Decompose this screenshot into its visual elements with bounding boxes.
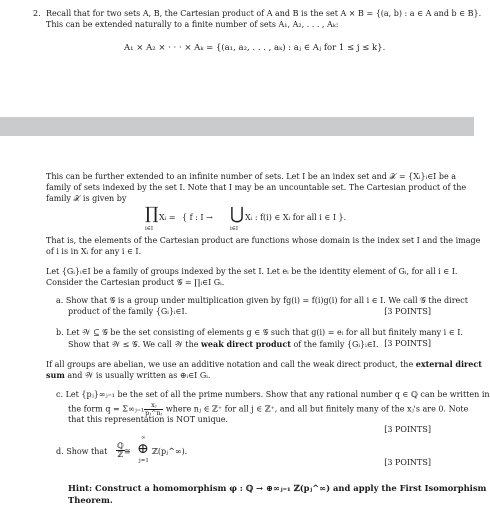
para2-line-2: of i is in Xᵢ for any i ∈ I. (46, 247, 142, 256)
external-direct-term: external direct (415, 359, 482, 369)
page-separator (0, 117, 474, 136)
part-b-pre: Show that 𝒲 ≤ 𝒢. We call 𝒲 the (68, 340, 202, 349)
part-a-points: [3 POINTS] (384, 307, 431, 316)
top-page (0, 0, 482, 108)
para2-line-1: That is, the elements of the Cartesian product are functions whose domain is the index set I and the image (46, 236, 481, 245)
part-d-iso: ≅ (124, 447, 131, 456)
fraction-denominator: pⱼ^nⱼ (145, 409, 163, 417)
part-b-line-2 (68, 339, 378, 350)
part-c-sum: the form q = Σ∞ⱼ₌₁ (68, 404, 145, 414)
para4-line-2 (46, 370, 210, 381)
product-set-builder: { f : I → (182, 213, 213, 222)
finite-product-equation: A₁ × A₂ × · · · × Aₖ = {(a₁, a₂, . . . , aₖ) : aⱼ ∈ Aⱼ for 1 ≤ j ≤ k}. (124, 43, 386, 53)
para1-line-3: family 𝒳 is given by (46, 194, 127, 203)
part-d-post: ℤ(pⱼ^∞). (152, 447, 188, 456)
hint-line-2: Theorem. (68, 495, 113, 505)
part-c-line-3: that this representation is NOT unique. (68, 415, 229, 424)
part-b-points: [3 POINTS] (384, 339, 431, 348)
para4-pre: If all groups are abelian, we use an additive notation and call the weak direct product, the (46, 360, 416, 369)
part-b-post: of the family {Gᵢ}ᵢ∈I. (290, 340, 379, 349)
fraction-numerator: xⱼ (144, 402, 163, 410)
para4-line-1 (46, 359, 482, 370)
fraction-denominator: ℤ (117, 450, 124, 459)
fraction-numerator: ℚ (117, 441, 124, 450)
union-symbol: ⋃ (230, 204, 244, 224)
para1-line-2: family of sets indexed by the set I. Note that I may be an uncountable set. The Cartesian product of the (46, 183, 467, 192)
part-d-oplus: ⊕ (137, 441, 149, 457)
part-c-points: [3 POINTS] (384, 425, 431, 434)
part-d-lower: j=1 (139, 458, 149, 464)
product-index: i∈I (145, 226, 154, 232)
part-d-points: [3 POINTS] (384, 458, 431, 467)
intro-line-2: This can be extended naturally to a finite number of sets A₁, A₂, . . . , Aₖ: (46, 20, 339, 29)
problem-number: 2. (33, 9, 41, 18)
para1-line-1: This can be further extended to an infinite number of sets. Let I be an index set and 𝒳 = {Xᵢ}ᵢ∈I be a (46, 172, 457, 181)
product-lhs: Xᵢ = (159, 213, 176, 222)
hint-line-1: Hint: Construct a homomorphism φ : ℚ → ⊕∞ⱼ₌₁ ℤ(pⱼ^∞) and apply the First Isomorphism (68, 483, 487, 493)
part-c-line-1: c. Let {pⱼ}∞ⱼ₌₁ be the set of all the prime numbers. Show that any rational number q ∈ ℚ can be written in (56, 390, 490, 399)
para4-post: and 𝒲 is usually written as ⊕ᵢ∈I Gᵢ. (64, 371, 211, 380)
product-condition: Xᵢ : f(i) ∈ Xᵢ for all i ∈ I }. (245, 213, 347, 222)
intro-line-1: Recall that for two sets A, B, the Cartesian product of A and B is the set A × B = {(a, b) : a ∈ A and b ∈ B}. (46, 9, 482, 18)
part-b-line-1: b. Let 𝒲 ⊆ 𝒢 be the set consisting of elements g ∈ 𝒢 such that g(i) = eᵢ for all but finitely many i ∈ I. (56, 328, 463, 337)
part-c-post: where nⱼ ∈ ℤ⁺ for all j ∈ ℤ⁺, and all but finitely many of the xⱼ's are 0. Note (163, 404, 469, 414)
part-d-pre: d. Show that (56, 447, 108, 456)
part-a-line-2: product of the family {Gᵢ}ᵢ∈I. (68, 307, 188, 316)
part-a-line-1: a. Show that 𝒢 is a group under multiplication given by fg(i) = f(i)g(i) for all i ∈ I. We call 𝒢 the direct (56, 296, 468, 305)
sum-term: sum (46, 370, 65, 380)
part-d-upper: ∞ (141, 435, 146, 441)
para3-line-1: Let {Gᵢ}ᵢ∈I be a family of groups indexed by the set I. Let eᵢ be the identity element of Gᵢ, for all i ∈ I. (46, 267, 458, 276)
weak-direct-product-term: weak direct product (201, 339, 291, 349)
union-index: i∈I (230, 226, 239, 232)
product-symbol: ∏ (145, 204, 159, 224)
para3-line-2: Consider the Cartesian product 𝒢 = ∏ᵢ∈I Gᵢ. (46, 278, 225, 287)
bottom-page (0, 140, 490, 520)
